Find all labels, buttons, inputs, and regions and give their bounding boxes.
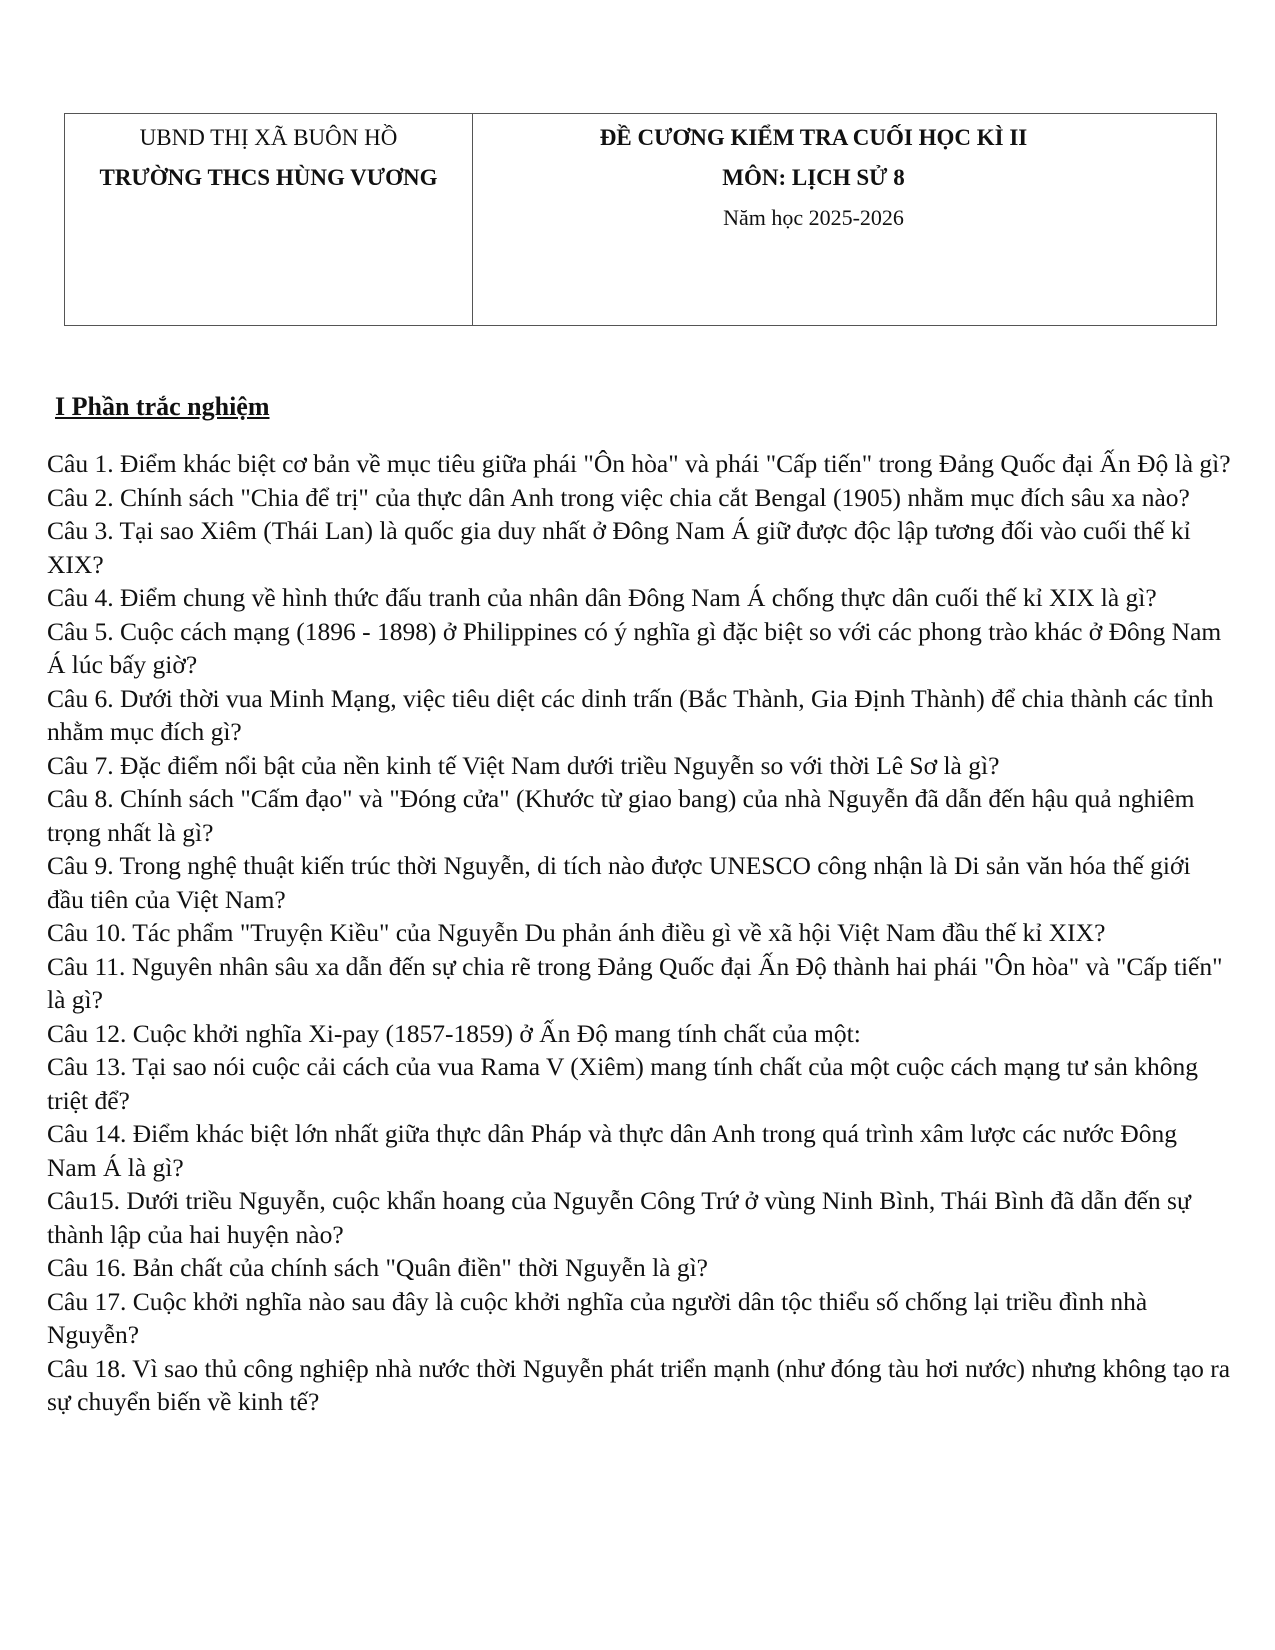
question-item: Câu 4. Điểm chung về hình thức đấu tranh của nhân dân Đông Nam Á chống thực dân cuối thế kỉ XIX là gì? [47,583,1157,612]
question-item: Câu 17. Cuộc khởi nghĩa nào sau đây là cuộc khởi nghĩa của người dân tộc thiểu số chống lại triều đình nhà Nguyễn? [47,1286,1148,1349]
question-item: Câu 3. Tại sao Xiêm (Thái Lan) là quốc gia duy nhất ở Đông Nam Á giữ được độc lập tương đối vào cuối thế kỉ XIX? [47,516,1191,579]
question-item: Câu 6. Dưới thời vua Minh Mạng, việc tiêu diệt các dinh trấn (Bắc Thành, Gia Định Thành) để chia thành các tỉnh nhằm mục đích gì? [47,683,1214,746]
question-item: Câu 16. Bản chất của chính sách "Quân điền" thời Nguyễn là gì? [47,1253,708,1282]
header-left-cell [65,114,473,325]
question-item: Câu 2. Chính sách "Chia để trị" của thực dân Anh trong việc chia cắt Bengal (1905) nhằm mục đích sâu xa nào? [47,482,1190,512]
question-item: Câu15. Dưới triều Nguyễn, cuộc khẩn hoang của Nguyễn Công Trứ ở vùng Ninh Bình, Thái Bình đã dẫn đến sự thành lập của hai huyện nào? [47,1186,1191,1249]
header-right-cell [473,114,1216,325]
school-year: Năm học 2025-2026 [723,205,904,230]
question-item: Câu 14. Điểm khác biệt lớn nhất giữa thực dân Pháp và thực dân Anh trong quá trình xâm lược các nước Đông Nam Á là gì? [47,1119,1177,1182]
question-item: Câu 18. Vì sao thủ công nghiệp nhà nước thời Nguyễn phát triển mạnh (như đóng tàu hơi nước) nhưng không tạo ra sự chuyển biến về kinh tế? [47,1353,1231,1416]
header-table [64,113,1217,326]
question-item: Câu 5. Cuộc cách mạng (1896 - 1898) ở Philippines có ý nghĩa gì đặc biệt so với các phong trào khác ở Đông Nam Á lúc bấy giờ? [47,616,1222,679]
question-item: Câu 1. Điểm khác biệt cơ bản về mục tiêu giữa phái "Ôn hòa" và phái "Cấp tiến" trong Đảng Quốc đại Ấn Độ là gì? [47,449,1231,478]
question-list [47,447,1232,1419]
subject-line: MÔN: LỊCH SỬ 8 [722,165,905,190]
question-item: Câu 12. Cuộc khởi nghĩa Xi-pay (1857-1859) ở Ấn Độ mang tính chất của một: [47,1018,861,1048]
question-item: Câu 7. Đặc điểm nổi bật của nền kinh tế Việt Nam dưới triều Nguyễn so với thời Lê Sơ là gì? [47,750,1000,780]
question-item: Câu 13. Tại sao nói cuộc cải cách của vua Rama V (Xiêm) mang tính chất của một cuộc cách mạng tư sản không triệt để? [47,1052,1199,1115]
authority-name: UBND THỊ XÃ BUÔN HỒ [139,125,398,150]
question-item: Câu 9. Trong nghệ thuật kiến trúc thời Nguyễn, di tích nào được UNESCO công nhận là Di sản văn hóa thế giới đầu tiên của Việt Nam? [47,851,1191,914]
school-name: TRƯỜNG THCS HÙNG VƯƠNG [99,165,438,190]
document-title: ĐỀ CƯƠNG KIỂM TRA CUỐI HỌC KÌ II [599,125,1028,150]
section-title: I Phần trắc nghiệm [55,392,270,421]
question-item: Câu 8. Chính sách "Cấm đạo" và "Đóng cửa" (Khước từ giao bang) của nhà Nguyễn đã dẫn đến hậu quả nghiêm trọng nhất là gì? [47,784,1195,847]
question-item: Câu 10. Tác phẩm "Truyện Kiều" của Nguyễn Du phản ánh điều gì về xã hội Việt Nam đầu thế kỉ XIX? [47,918,1106,947]
question-item: Câu 11. Nguyên nhân sâu xa dẫn đến sự chia rẽ trong Đảng Quốc đại Ấn Độ thành hai phái "Ôn hòa" và "Cấp tiến" là gì? [47,951,1223,1014]
